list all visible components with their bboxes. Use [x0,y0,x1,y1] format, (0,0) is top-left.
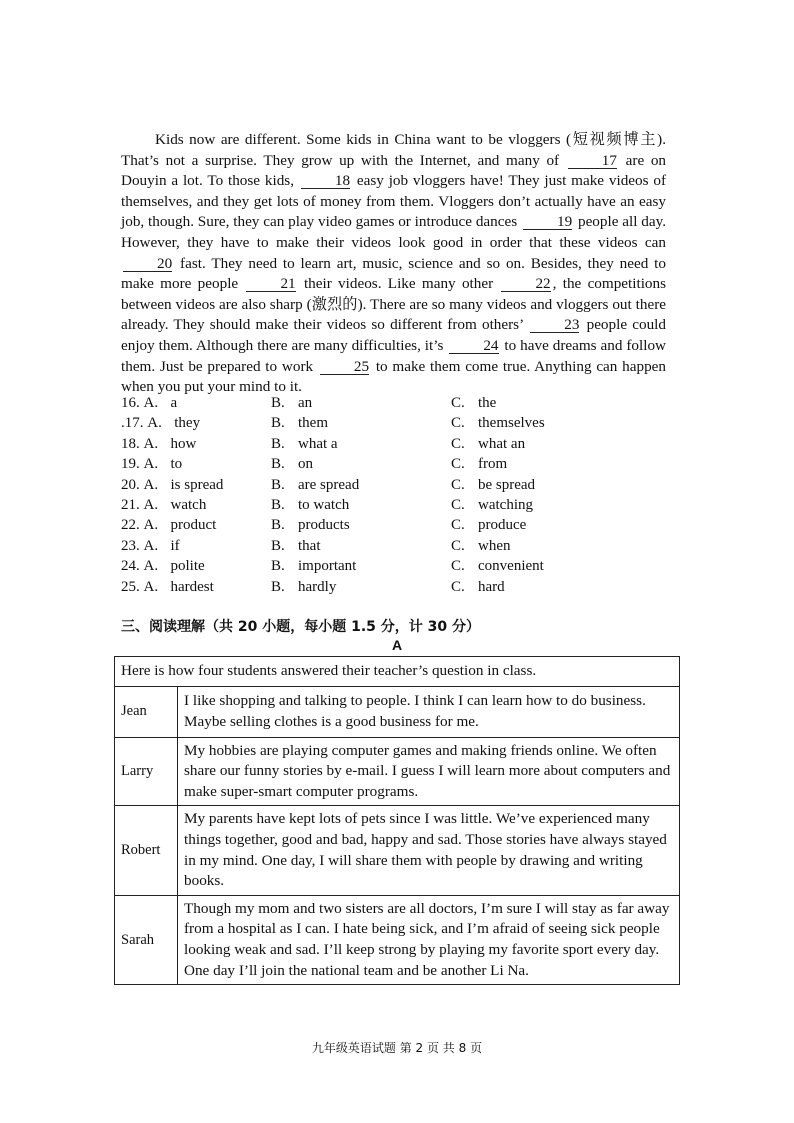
blank-21: 21 [246,276,295,292]
option-row [121,454,681,474]
part-label: A [391,637,403,653]
option-label: C. [451,456,465,473]
student-answer: I like shopping and talking to people. I think I can learn how to do business. Maybe selling clothes is a good business for me. [178,686,680,737]
question-number: 20. [121,476,140,493]
option-label: B. [271,558,285,575]
option-label: A. [143,435,159,452]
option-row [121,495,681,515]
option-c [451,556,651,576]
option-text: produce [478,517,527,534]
option-text: be spread [478,476,536,493]
option-label: B. [271,496,285,513]
question-number: 22. [121,517,140,534]
option-b [271,434,451,454]
question-number: 18. [121,435,140,452]
option-label: A. [143,496,159,513]
option-text: when [478,537,511,554]
question-number: 25. [121,578,140,595]
option-row [121,515,681,535]
option-text: if [170,537,180,554]
option-text: them [298,415,328,432]
option-label: A. [143,537,159,554]
option-label: B. [271,517,285,534]
option-label: B. [271,578,285,595]
option-text: to watch [298,496,350,513]
students-table [114,656,680,985]
option-text: important [298,558,357,575]
passage-text: fast. They need to learn art, music, science and so on. Besides, they need to make more people [121,254,666,293]
passage-text: people all day. However, they have to make their videos look good in order that these videos can [121,213,666,251]
option-label: C. [451,558,465,575]
option-c [451,495,651,515]
option-a [121,393,271,413]
option-text: products [298,517,350,534]
passage-text: are on Douyin a lot. To those kids, [121,151,667,190]
option-row [121,434,681,454]
cloze-paragraph [121,130,666,398]
option-c [451,577,651,597]
option-a [121,536,271,556]
option-text: watch [170,496,207,513]
option-c [451,454,651,474]
option-text: polite [170,558,205,575]
option-label: A. [143,578,159,595]
option-a [121,577,271,597]
question-number: .17. [121,415,144,432]
option-c [451,515,651,535]
option-c [451,413,651,433]
option-label: C. [451,496,465,513]
passage-text: to have dreams and follow them. Just be prepared to work [121,336,667,375]
option-a [121,495,271,515]
section-title: 三、阅读理解（共 20 小题，每小题 1.5 分，计 30 分） [121,619,481,635]
option-label: C. [451,395,465,411]
passage-text: Kids now are different. Some kids in China want to be vloggers (短视频博主). That’s not a surprise. They grow up with the Internet, and many of [121,131,666,169]
table-row [115,737,680,806]
option-text: watching [478,496,533,513]
option-a [121,515,271,535]
question-number: 19. [121,456,140,473]
option-text: the [478,395,497,411]
option-label: A. [143,395,159,411]
option-b [271,536,451,556]
option-text: convenient [478,558,544,575]
option-label: B. [271,415,285,432]
option-c [451,536,651,556]
option-label: C. [451,517,465,534]
question-number: 23. [121,537,140,554]
blank-22: 22 [501,276,550,292]
option-label: C. [451,435,465,452]
option-label: A. [143,517,159,534]
student-name: Sarah [115,895,178,984]
option-label: A. [147,415,162,432]
option-b [271,393,451,413]
option-label: B. [271,456,285,473]
student-name: Larry [115,737,178,806]
question-number: 24. [121,558,140,575]
option-label: A. [143,476,159,493]
option-text: how [170,435,197,452]
option-text: themselves [478,415,545,432]
table-row [115,806,680,895]
option-text: what a [298,435,338,452]
options-list [121,393,681,597]
option-text: are spread [298,476,360,493]
blank-23: 23 [530,317,579,333]
blank-19: 19 [523,214,572,230]
option-b [271,454,451,474]
blank-18: 18 [301,173,350,189]
option-a [121,475,271,495]
page-footer: 九年级英语试题 第 2 页 共 8 页 [311,1041,483,1055]
option-text: is spread [170,476,224,493]
passage-text: easy job vloggers have! They just make videos of themselves, and they get lots of money from them. Vloggers don’t actually have an easy job, though. Sure, they can play video games or introduce dances [121,172,667,231]
blank-17: 17 [568,153,617,169]
option-text: an [298,395,313,411]
option-label: B. [271,435,285,452]
cloze-passage [121,130,666,398]
option-label: C. [451,476,465,493]
option-c [451,475,651,495]
student-answer: Though my mom and two sisters are all doctors, I’m sure I will stay as far away from a hospital as I can. I hate being sick, and I’m afraid of seeing sick people looking weak and sad. I’ll keep strong by playing my favorite sport every day. One day I’ll join the national team and be another Li Na. [178,895,680,984]
table-row [115,686,680,737]
option-text: that [298,537,321,554]
student-answer: My parents have kept lots of pets since I was little. We’ve experienced many things together, good and bad, happy and sad. Those stories have always stayed in my mind. One day, I will share them with people by drawing and writing books. [178,806,680,895]
option-row [121,393,681,413]
table-row [115,895,680,984]
option-text: hardest [170,578,214,595]
option-a [121,556,271,576]
option-label: C. [451,578,465,595]
option-text: to [170,456,183,473]
student-answer: My hobbies are playing computer games and making friends online. We often share our funny stories by e-mail. I guess I will learn more about computers and make super-smart computer programs. [178,737,680,806]
option-b [271,556,451,576]
option-row [121,475,681,495]
option-c [451,393,651,413]
option-text: what an [478,435,526,452]
passage-text: , the competitions between videos are also sharp (激烈的). There are so many videos and vloggers out there already. They should make their videos so different from others’ [121,275,667,334]
blank-24: 24 [449,338,498,354]
option-b [271,413,451,433]
option-row [121,577,681,597]
option-label: B. [271,537,285,554]
option-row [121,556,681,576]
option-b [271,495,451,515]
option-b [271,475,451,495]
student-name: Jean [115,686,178,737]
option-row [121,413,681,433]
table-header-row [115,657,680,687]
question-number: 21. [121,496,140,513]
blank-25: 25 [320,359,369,375]
blank-20: 20 [123,256,172,272]
question-number: 16. [121,395,140,411]
option-label: C. [451,537,465,554]
option-row [121,536,681,556]
option-a [121,454,271,474]
option-text: on [298,456,313,473]
passage-text: people could enjoy them. Although there are many difficulties, it’s [121,316,667,354]
option-b [271,577,451,597]
option-b [271,515,451,535]
passage-text: to make them come true. Anything can happen when you put your mind to it. [121,357,667,396]
table-header: Here is how four students answered their teacher’s question in class. [115,657,680,687]
option-text: a [170,395,178,411]
option-text: hard [478,578,505,595]
option-text: they [174,415,201,432]
option-label: B. [271,476,285,493]
student-name: Robert [115,806,178,895]
option-text: product [170,517,217,534]
passage-text: their videos. Like many other [303,275,494,293]
option-label: C. [451,415,465,432]
option-a [121,434,271,454]
option-text: from [478,456,508,473]
option-c [451,434,651,454]
option-label: A. [143,558,159,575]
option-a [121,413,271,433]
option-text: hardly [298,578,337,595]
option-label: A. [143,456,159,473]
option-label: B. [271,395,285,411]
